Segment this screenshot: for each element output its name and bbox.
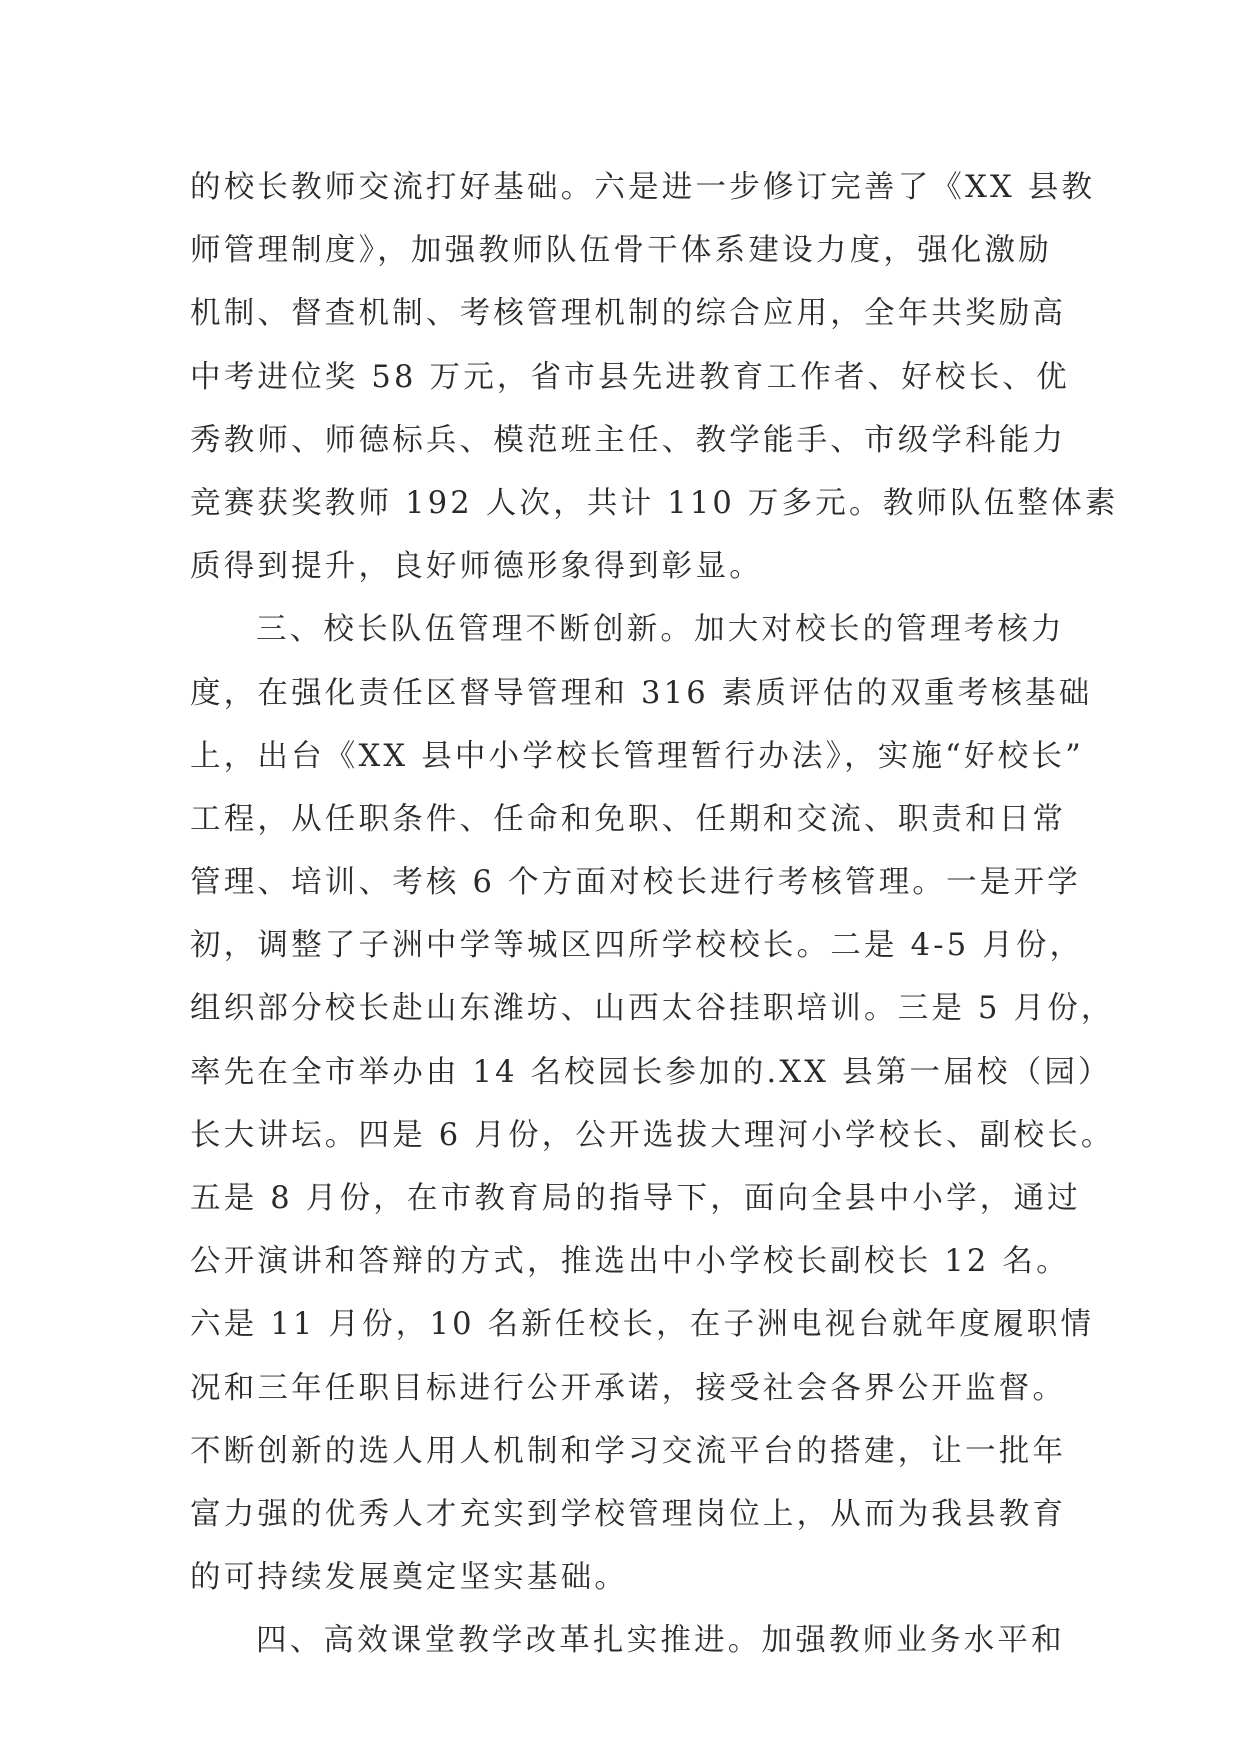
text-line: 组织部分校长赴山东潍坊、山西太谷挂职培训。三是 5 月份， [190,991,1115,1027]
text-line: 的可持续发展奠定坚实基础。 [190,1560,629,1596]
text-line: 秀教师、师德标兵、模范班主任、教学能手、市级学科能力 [190,422,1067,458]
section-heading-line: 三、校长队伍管理不断创新。加大对校长的管理考核力 [256,612,1065,648]
section-heading-line: 四、高效课堂教学改革扎实推进。加强教师业务水平和 [256,1623,1065,1659]
text-line: 竞赛获奖教师 192 人次，共计 110 万多元。教师队伍整体素 [190,485,1119,521]
text-line: 中考进位奖 58 万元，省市县先进教育工作者、好校长、优 [190,359,1070,395]
text-line: 质得到提升，良好师德形象得到彰显。 [190,549,763,585]
text-line: 富力强的优秀人才充实到学校管理岗位上，从而为我县教育 [190,1496,1067,1532]
text-line: 六是 11 月份，10 名新任校长，在子洲电视台就年度履职情 [190,1307,1095,1343]
text-line: 机制、督查机制、考核管理机制的综合应用，全年共奖励高 [190,296,1067,332]
body-text [190,156,1119,1673]
text-line: 不断创新的选人用人机制和学习交流平台的搭建，让一批年 [190,1433,1067,1469]
text-line: 五是 8 月份，在市教育局的指导下，面向全县中小学，通过 [190,1181,1081,1216]
text-line: 况和三年任职目标进行公开承诺，接受社会各界公开监督。 [190,1370,1067,1406]
text-line: 初，调整了子洲中学等城区四所学校校长。二是 4-5 月份， [190,928,1084,964]
text-line: 上，出台《XX 县中小学校长管理暂行办法》，实施“好校长” [190,738,1084,774]
text-line: 度，在强化责任区督导管理和 316 素质评估的双重考核基础 [190,675,1093,711]
text-line: 工程，从任职条件、任命和免职、任期和交流、职责和日常 [190,801,1067,837]
text-line: 长大讲坛。四是 6 月份，公开选拔大理河小学校长、副校长。 [190,1117,1115,1153]
text-line: 公开演讲和答辩的方式，推选出中小学校长副校长 12 名。 [190,1244,1070,1280]
text-line: 的校长教师交流打好基础。六是进一步修订完善了《XX 县教 [190,170,1096,205]
text-line: 师管理制度》，加强教师队伍骨干体系建设力度，强化激励 [190,233,1052,269]
text-line: 率先在全市举办由 14 名校园长参加的.XX 县第一届校（园） [190,1054,1112,1090]
text-line: 管理、培训、考核 6 个方面对校长进行考核管理。一是开学 [190,865,1081,901]
